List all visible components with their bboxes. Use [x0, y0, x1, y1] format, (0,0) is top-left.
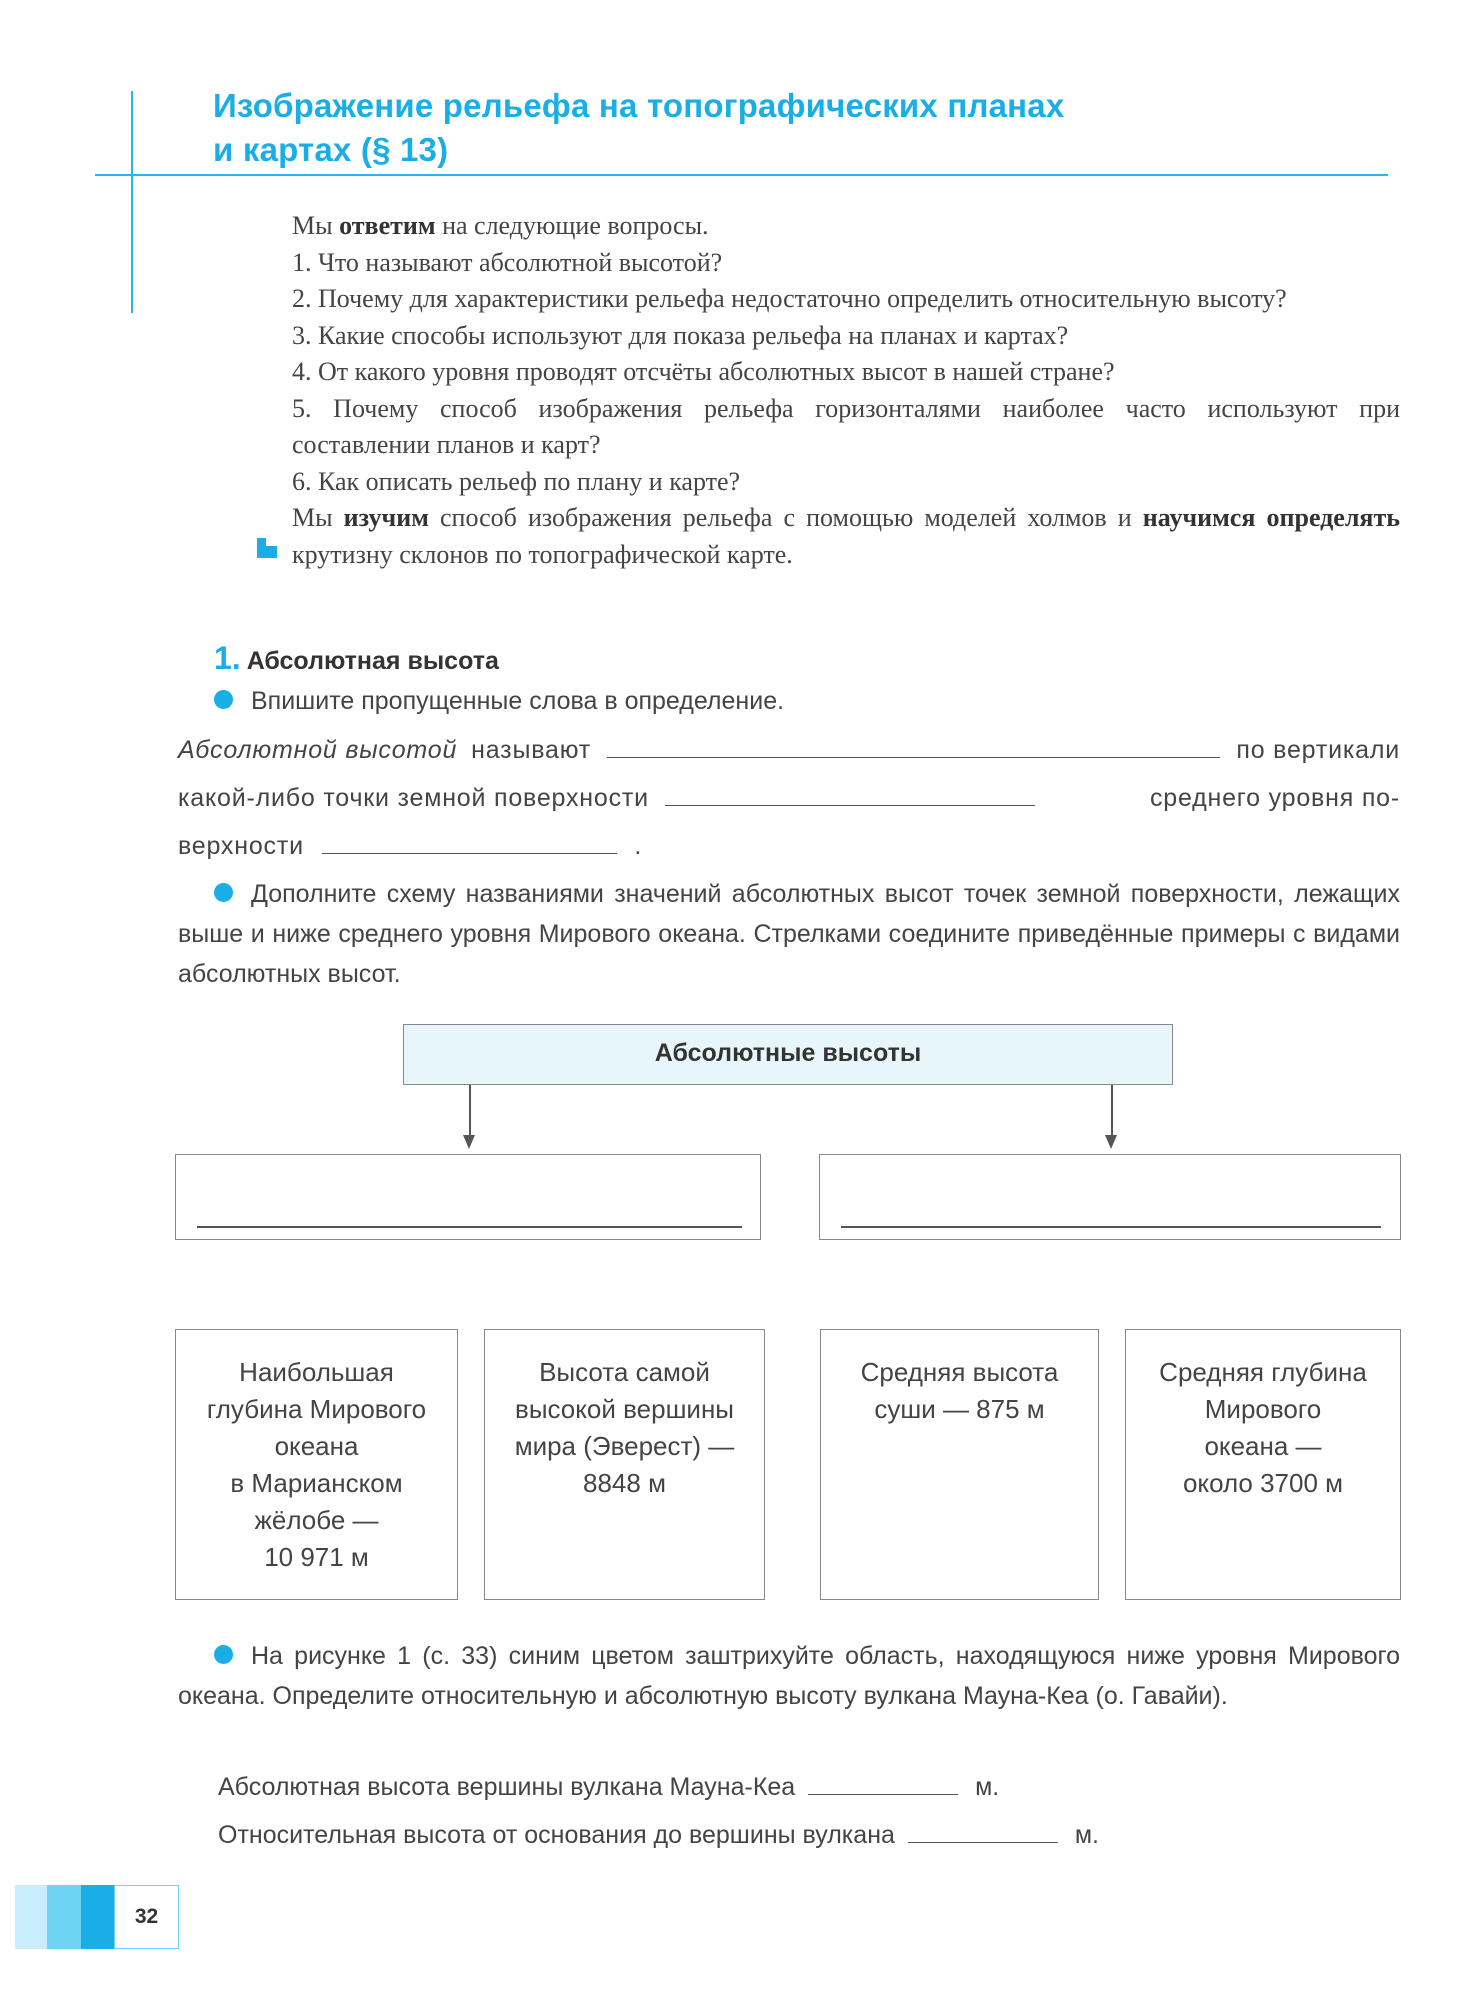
- task-1: [214, 687, 784, 716]
- page-tab-stripe: [47, 1885, 81, 1949]
- example-text: мира (Эверест) —: [514, 1431, 735, 1461]
- term: Абсолютной высотой: [178, 736, 458, 764]
- example-text: Высота самой: [539, 1357, 710, 1387]
- example-text: Средняя высота: [860, 1357, 1059, 1387]
- text-bold: изучим: [343, 503, 429, 532]
- example-text: Средняя глубина: [1159, 1357, 1367, 1387]
- answer-label: Относительная высота от основания до вершины вулкана: [218, 1821, 895, 1849]
- text: Мы: [292, 503, 344, 532]
- answer-row-absolute: [218, 1772, 999, 1802]
- page-tab-stripe: [15, 1885, 47, 1949]
- answer-line: [197, 1226, 742, 1228]
- text-bold: научимся определять: [1142, 503, 1401, 532]
- margin-rule: [131, 91, 133, 313]
- example-text: океана: [274, 1431, 359, 1461]
- task-text: Дополните схему названиями значений абсолютных высот точек земной поверхности, лежащих выше и ниже среднего уровня Мирового океана. Стрелками соедините приведённые примеры с видами абсолютных высот.: [178, 880, 1400, 988]
- title-line-2: и картах (§ 13): [213, 131, 449, 168]
- answer-blank[interactable]: [607, 735, 1220, 758]
- example-box: [1125, 1329, 1401, 1600]
- text: какой-либо точки земной поверхности: [178, 784, 649, 812]
- example-box: [484, 1329, 765, 1600]
- question-item: 4. От какого уровня проводят отсчёты абсолютных высот в нашей стране?: [292, 357, 1115, 386]
- example-text: в Марианском: [230, 1468, 403, 1498]
- question-item: 2. Почему для характеристики рельефа недостаточно определить относительную высоту?: [292, 284, 1287, 313]
- answer-blank[interactable]: [322, 831, 617, 854]
- example-text: Наибольшая: [239, 1357, 394, 1387]
- example-text: 8848 м: [583, 1468, 666, 1498]
- answer-label: Абсолютная высота вершины вулкана Мауна-Кеа: [218, 1773, 796, 1801]
- text: крутизну склонов по топографической карте.: [292, 539, 793, 569]
- unit-label: м.: [1074, 1821, 1099, 1849]
- task-2: [178, 874, 1400, 994]
- task-3: [178, 1636, 1400, 1716]
- task-text: Впишите пропущенные слова в определение.: [251, 687, 785, 715]
- arrow-down-icon: [463, 1135, 475, 1149]
- example-text: 10 971 м: [264, 1542, 369, 1572]
- section-number: 1.: [214, 640, 241, 676]
- definition-line-3: [178, 831, 1400, 861]
- intro-questions: [292, 208, 1400, 573]
- text: по вертикали: [1236, 736, 1400, 764]
- page-title: [213, 84, 1064, 172]
- text: называют: [471, 736, 591, 764]
- example-text: глубина Мирового: [206, 1394, 427, 1424]
- example-box: [175, 1329, 458, 1600]
- example-text: океана —: [1204, 1431, 1322, 1461]
- diagram-root-box: [403, 1024, 1173, 1085]
- learn-goal: [292, 500, 1400, 573]
- bullet-icon: [214, 690, 233, 709]
- example-text: высокой вершины: [515, 1394, 734, 1424]
- example-box: [820, 1329, 1099, 1600]
- arrow-line: [469, 1085, 471, 1137]
- title-divider: [95, 174, 1388, 176]
- section-title: Абсолютная высота: [246, 647, 499, 675]
- question-item: 1. Что называют абсолютной высотой?: [292, 247, 723, 277]
- answer-row-relative: [218, 1820, 1099, 1850]
- text: на следующие вопросы.: [435, 211, 709, 240]
- diagram-root-label: Абсолютные высоты: [654, 1039, 922, 1067]
- arrow-line: [1111, 1085, 1113, 1137]
- unit-label: м.: [975, 1773, 1000, 1801]
- question-item: 3. Какие способы используют для показа рельефа на планах и картах?: [292, 320, 1069, 350]
- bullet-icon: [214, 1645, 233, 1664]
- text: верхности: [178, 832, 304, 860]
- example-text: жёлобе —: [254, 1505, 379, 1535]
- page-number: 32: [114, 1885, 179, 1949]
- text-bold: ответим: [339, 211, 436, 240]
- answer-blank[interactable]: [808, 1772, 958, 1795]
- example-text: суши — 875 м: [874, 1394, 1045, 1424]
- definition-line-2: [178, 783, 1400, 813]
- text: Мы: [292, 211, 340, 240]
- page-tab-stripe: [81, 1885, 114, 1949]
- section-heading: [214, 640, 499, 677]
- text: способ изображения рельефа с помощью моделей холмов и: [428, 503, 1143, 532]
- intro-lead: [292, 208, 1400, 245]
- answer-blank[interactable]: [908, 1820, 1058, 1843]
- arrow-down-icon: [1105, 1135, 1117, 1149]
- question-item: 6. Как описать рельеф по плану и карте?: [292, 466, 741, 496]
- title-line-1: Изображение рельефа на топографических планах: [213, 87, 1065, 124]
- example-text: около 3700 м: [1182, 1468, 1344, 1498]
- example-text: Мирового: [1204, 1394, 1322, 1424]
- text: среднего уровня по-: [1149, 784, 1400, 812]
- bullet-icon: [214, 883, 233, 902]
- question-item: 5. Почему способ изображения рельефа горизонталями наиболее часто используют при составлении планов и карт?: [292, 393, 1400, 459]
- text: .: [634, 832, 643, 860]
- definition-line-1: [178, 735, 1400, 765]
- task-text: На рисунке 1 (с. 33) синим цветом заштрихуйте область, находящуюся ниже уровня Мирового океана. Определите относительную и абсолютную высоту вулкана Мауна-Кеа (о. Гавайи).: [178, 1642, 1400, 1710]
- answer-line: [841, 1226, 1381, 1228]
- answer-blank[interactable]: [665, 783, 1035, 806]
- goal-marker-icon: [257, 538, 277, 558]
